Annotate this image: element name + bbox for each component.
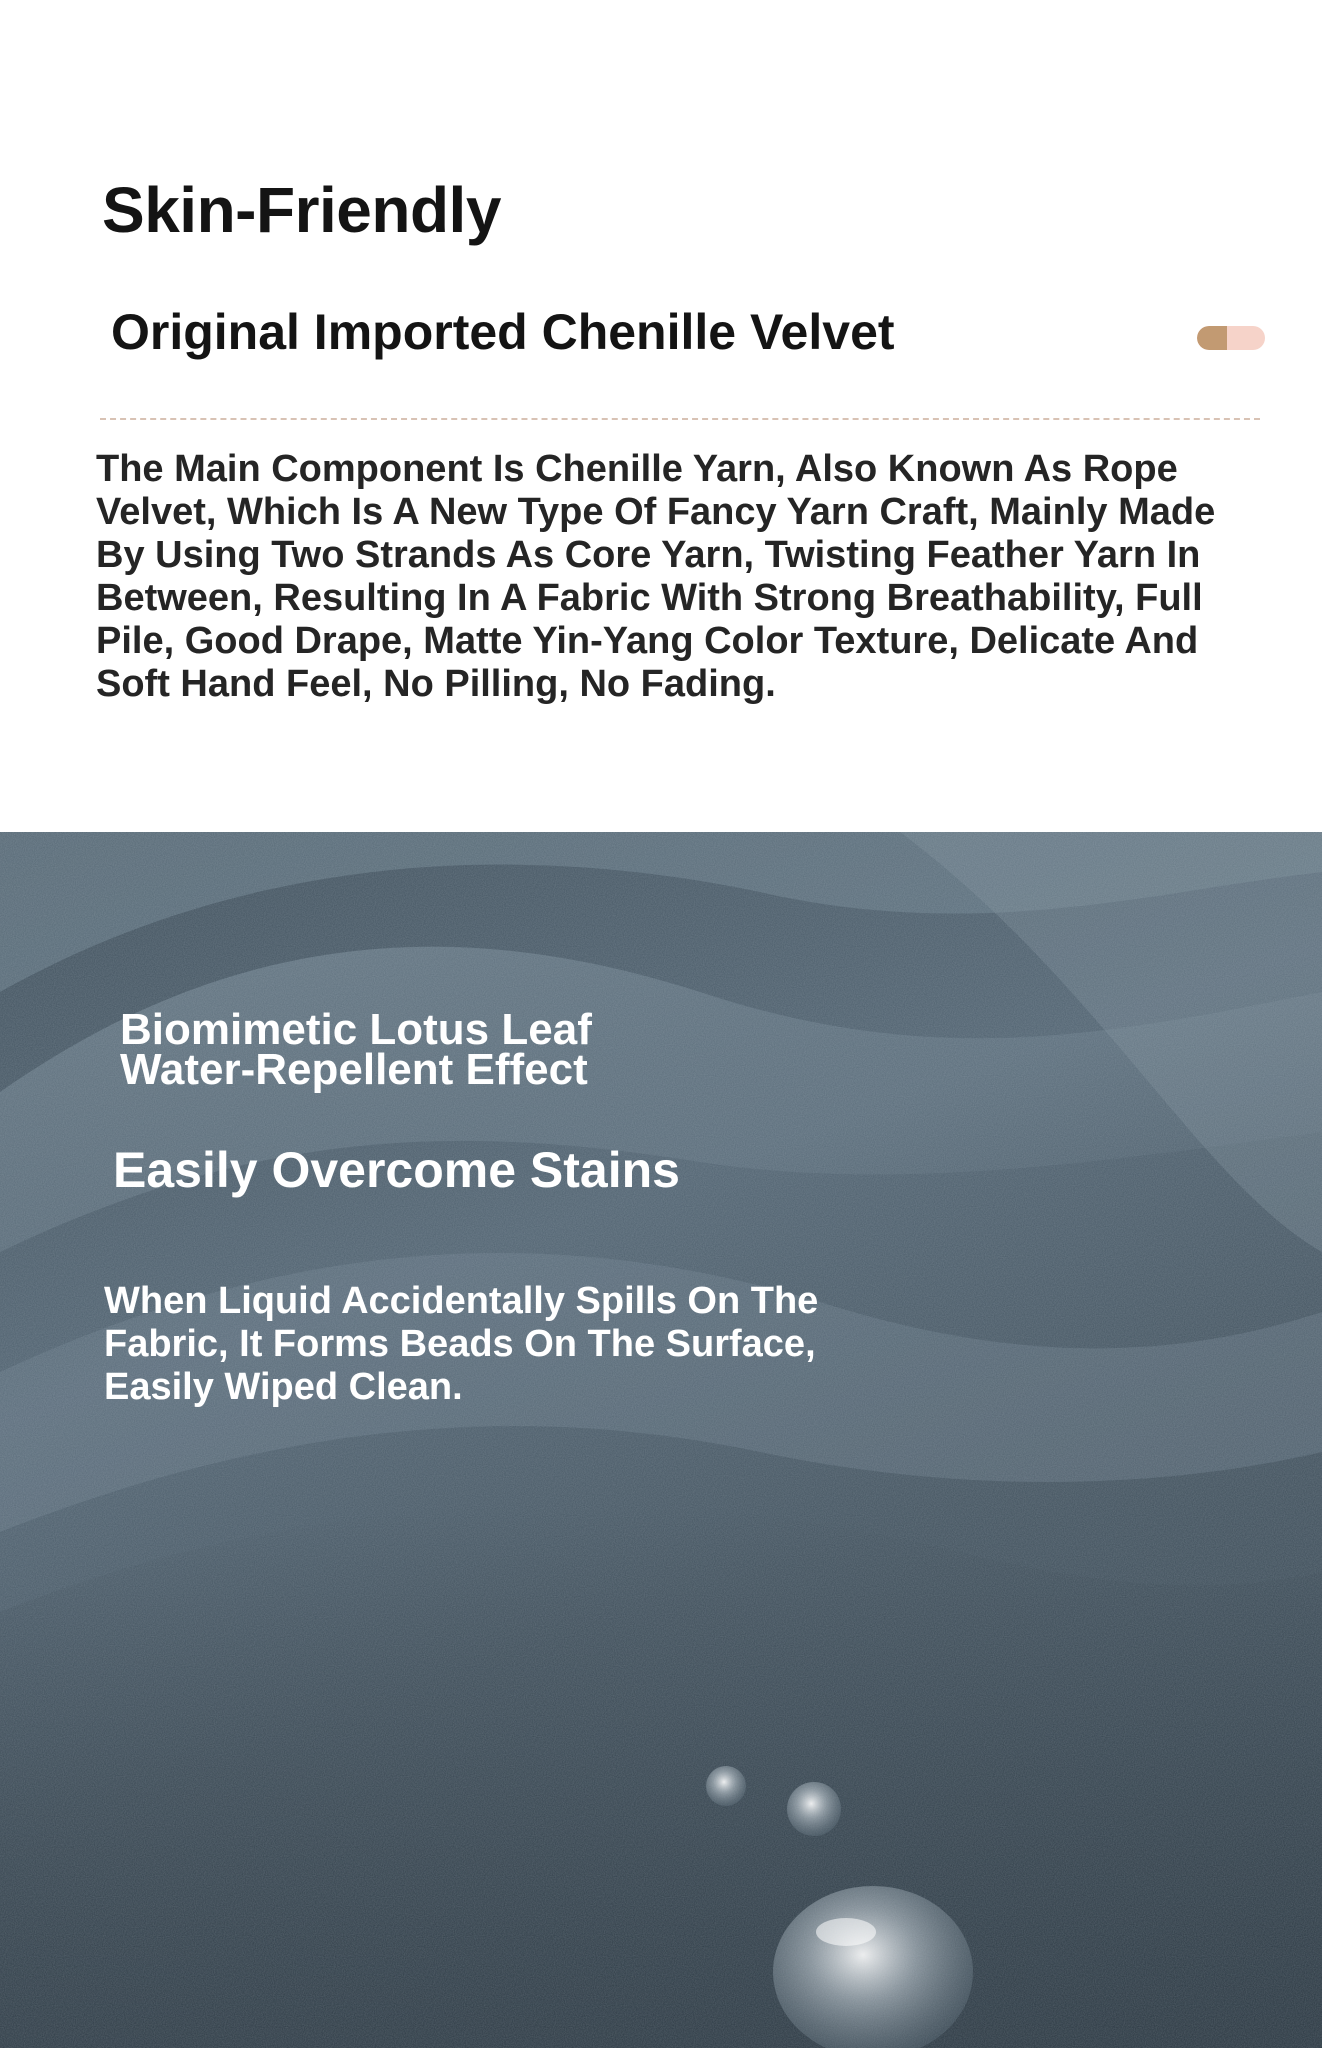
title-line-2: Water-Repellent Effect: [120, 1045, 588, 1094]
skin-friendly-section: [0, 0, 1322, 832]
title-line-1: Biomimetic Lotus Leaf: [120, 1005, 592, 1054]
water-repellent-title: [120, 1005, 592, 1094]
headline: Skin-Friendly: [102, 174, 501, 246]
stains-description: When Liquid Accidentally Spills On The Fabric, It Forms Beads On The Surface, Easily Wiped Clean.: [104, 1280, 819, 1408]
pill-knob: [1197, 326, 1227, 350]
chenille-description: The Main Component Is Chenille Yarn, Also Known As Rope Velvet, Which Is A New Type Of Fancy Yarn Craft, Mainly Made By Using Two Strands As Core Yarn, Twisting Feather Yarn In Between, Resulting In A Fabric With Strong Breathability, Full Pile, Good Drape, Matte Yin-Yang Color Texture, Delicate And Soft Hand Feel, No Pilling, No Fading.: [96, 448, 1216, 705]
dashed-divider: [100, 418, 1260, 420]
water-repellent-section: [0, 832, 1322, 2048]
subheadline: Original Imported Chenille Velvet: [111, 304, 895, 360]
stains-subtitle: Easily Overcome Stains: [113, 1142, 680, 1198]
decorative-pill-icon: [1197, 326, 1265, 350]
